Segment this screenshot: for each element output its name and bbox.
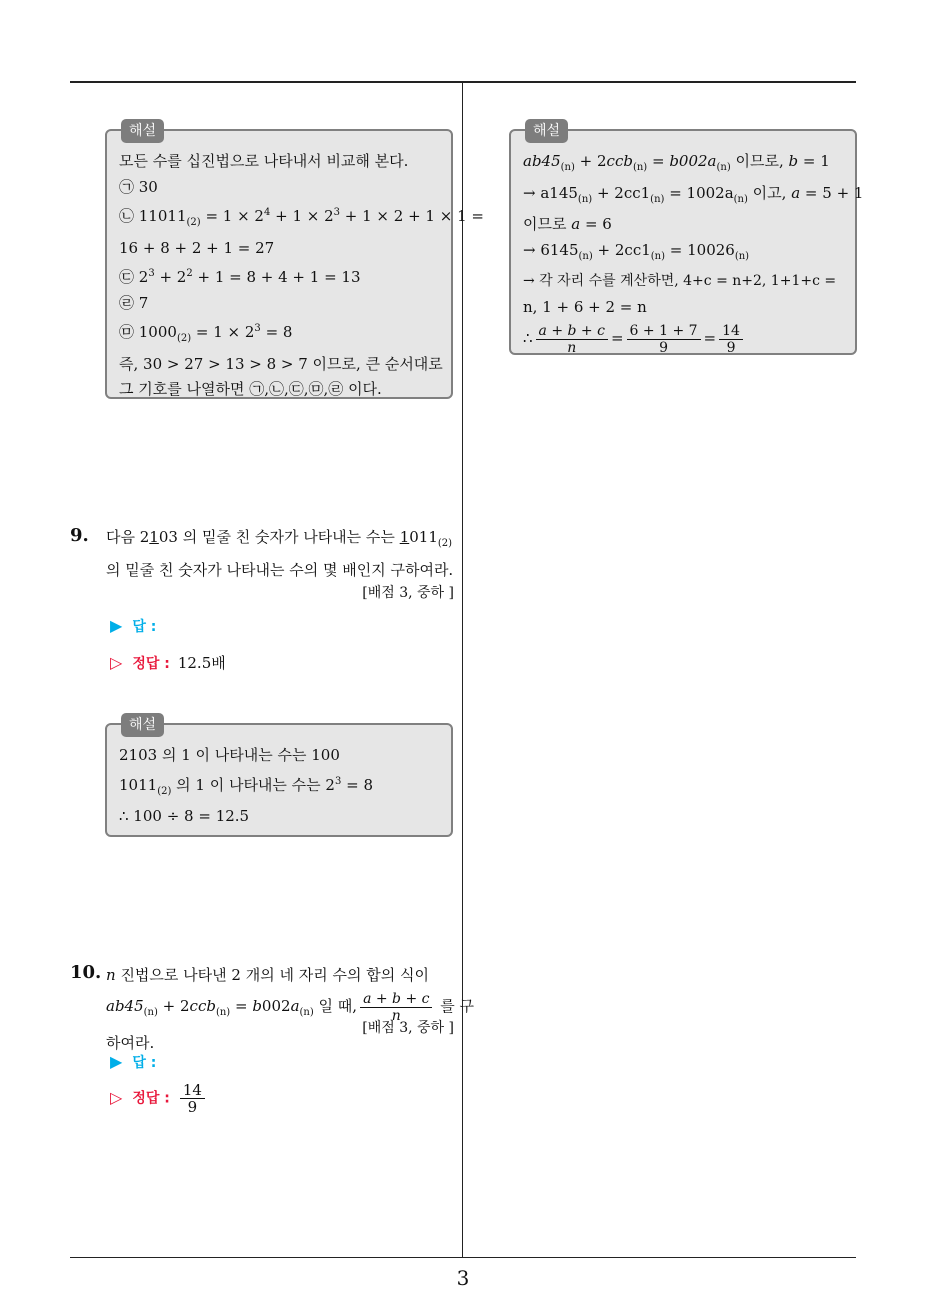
outline-play-icon: ▷	[110, 653, 123, 672]
solution-line: ㉠ 30	[119, 177, 158, 196]
bottom-rule	[70, 1257, 856, 1258]
question-number: 9.	[70, 525, 89, 546]
solution-tag: 해설	[525, 119, 568, 143]
solution-line: ㉤ $1000_{(2)} = 1 \times 2^3 = 8$	[119, 323, 293, 344]
solution-box-prev	[105, 123, 484, 399]
solution-line: 이므로 a = 6	[523, 215, 612, 233]
fraction: $\frac{6 + 1 + 7}{9}$	[627, 323, 701, 356]
answer-row: ▶ 답 :	[110, 616, 157, 635]
solution-line: ㉣ 7	[119, 293, 149, 312]
page-number: 3	[456, 1266, 470, 1290]
solution-tag: 해설	[121, 713, 164, 737]
play-icon: ▶	[110, 1052, 123, 1071]
question-number: 10.	[70, 962, 102, 983]
solution-line: → $6145_{(n)} + 2cc1_{(n)} = 10026_{(n)}$	[523, 240, 750, 262]
solution-line: 모든 수를 십진법으로 나타내서 비교해 본다.	[119, 152, 409, 170]
fraction: $\frac{a + b + c}{n}$	[360, 991, 432, 1024]
solution-line: → 각 자리 수를 계산하면, 4+c = n+2, 1+1+c =	[523, 273, 837, 289]
solution-line: ∴ $\frac{a + b + c}{n}$ = $\frac{6 + 1 + 7}{9}$ = $\frac{14}{9}$	[523, 320, 845, 356]
solution-line: n, 1 + 6 + 2 = n	[523, 297, 647, 316]
solution-line: ∴ 100 ÷ 8 = 12.5	[119, 807, 250, 825]
column-divider	[462, 83, 463, 1257]
solution-line: ㉡ $11011_{(2)} = 1 \times 2^4 + 1 \times 2^3 + 1 \times 2 + 1 \times 1$ =	[119, 207, 484, 228]
solution-line: $1011_{(2)}$ 의 1 이 나타내는 수는 $2^3 = 8$	[119, 775, 374, 797]
solution-line: 2103 의 1 이 나타내는 수는 100	[119, 746, 340, 764]
solution-line: ㉢ $2^3 + 2^2 + 1 = 8 + 4 + 1 = 13$	[119, 268, 361, 286]
solution-line: 그 기호를 나열하면 ㉠,㉡,㉢,㉤,㉣ 이다.	[119, 380, 382, 398]
top-rule	[70, 81, 856, 83]
solution-line: → $a145_{(n)} + 2cc1_{(n)} = 1002a_{(n)}$ 이고, a = 5 + 1	[523, 183, 864, 205]
score-meta: [배점 3, 중하 ]	[362, 1020, 454, 1036]
play-icon: ▶	[110, 616, 123, 635]
answer-row: ▶ 답 :	[110, 1052, 157, 1071]
solution-line: 16 + 8 + 2 + 1 = 27	[119, 238, 275, 257]
fraction: $\frac{14}{9}$	[719, 323, 743, 356]
solution-box-q10	[509, 123, 864, 356]
score-meta: [배점 3, 중하 ]	[362, 585, 454, 601]
question-10-text: n 진법으로 나타낸 2 개의 네 자리 수의 합의 식이 $ab45_{(n)} + 2ccb_{(n)} = b002a_{(n)}$ 일 때, $\frac{a + b + c}{n}$ 를 구 하여라.	[106, 966, 475, 1052]
fraction: $\frac{a + b + c}{n}$	[536, 323, 608, 356]
solution-line: 즉, 30 > 27 > 13 > 8 > 7 이므로, 큰 순서대로	[119, 354, 443, 373]
correct-answer-row: ▷ 정답 : $\frac{14}{9}$	[110, 1082, 208, 1115]
solution-line: $ab45_{(n)} + 2ccb_{(n)} = b002a_{(n)}$ 이므로, b = 1	[523, 152, 830, 173]
solution-tag: 해설	[121, 119, 164, 143]
solution-box-q9	[105, 717, 453, 837]
question-9-text: 다음 2103 의 밑줄 친 숫자가 나타내는 수는 $1011_{(2)}$ 의 밑줄 친 숫자가 나타내는 수의 몇 배인지 구하여라.	[106, 528, 454, 579]
fraction: $\frac{14}{9}$	[180, 1082, 205, 1115]
outline-play-icon: ▷	[110, 1087, 123, 1107]
correct-answer-row: ▷ 정답 : 12.5배	[110, 653, 226, 672]
